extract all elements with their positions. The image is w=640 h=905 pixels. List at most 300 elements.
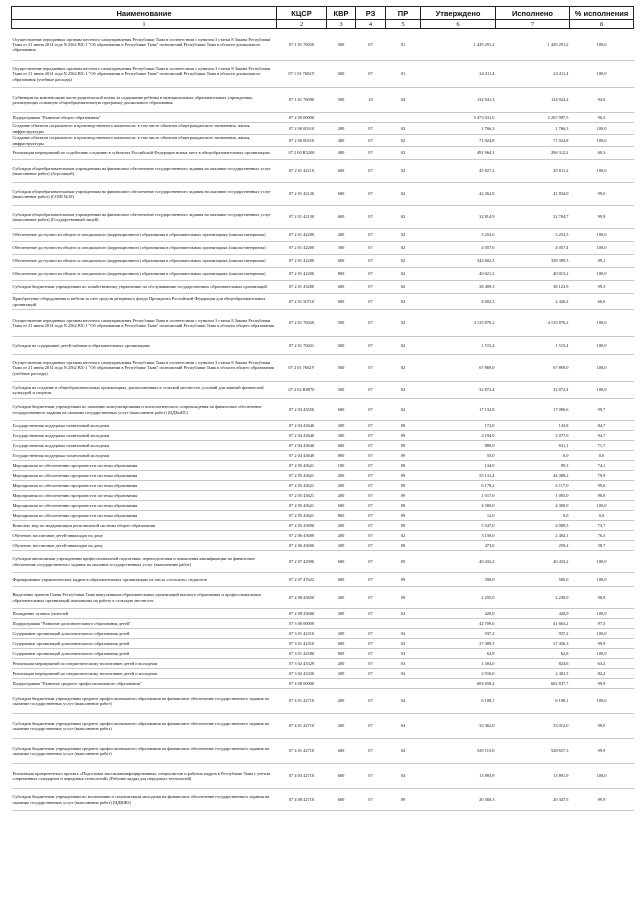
row-executed: 0,0 bbox=[563, 452, 569, 458]
row-executed: 37 436,3 bbox=[553, 640, 569, 646]
row-kcsr: 07 2 05 43690 bbox=[288, 522, 315, 528]
row-approved: 38 409,3 bbox=[479, 284, 495, 290]
row-approved: 40 021,2 bbox=[479, 271, 495, 277]
row-percent: 60,3 bbox=[597, 150, 606, 156]
table-row bbox=[12, 789, 634, 811]
row-pr: 02 bbox=[400, 342, 406, 348]
row-rz: 07 bbox=[368, 387, 373, 393]
row-percent: 100,0 bbox=[596, 271, 607, 277]
row-kcsr: 07 2 08 43650 bbox=[288, 594, 315, 600]
row-approved: 4 057,6 bbox=[481, 245, 495, 251]
row-approved: 24 411,4 bbox=[479, 71, 495, 77]
row-executed: 5 267 997,5 bbox=[547, 114, 569, 120]
budget-table bbox=[11, 6, 634, 811]
row-rz: 07 bbox=[368, 698, 373, 704]
row-kvr: 300 bbox=[337, 610, 345, 616]
row-name: Приобретение оборудования и мебели за счет средств резервного фонда Президента Российской Федерации для общеобразовательных организаций bbox=[12, 296, 266, 307]
header-pr: ПР bbox=[386, 7, 421, 20]
row-pr: 03 bbox=[400, 650, 406, 656]
table-row bbox=[12, 764, 634, 789]
row-kcsr: 07 2 04 43640 bbox=[288, 442, 315, 448]
row-executed: 1 766,3 bbox=[555, 125, 569, 131]
row-approved: 6 178,2 bbox=[481, 482, 495, 488]
row-percent: 100,0 bbox=[596, 71, 607, 77]
row-percent: 100,0 bbox=[596, 630, 607, 636]
row-name: Мероприятия по обеспечению прозрачности системы образования bbox=[12, 462, 138, 468]
row-percent: 100,0 bbox=[596, 387, 607, 393]
row-rz: 07 bbox=[368, 512, 373, 518]
row-kcsr: 07 2 01 43200 bbox=[288, 284, 315, 290]
row-pr: 09 bbox=[400, 472, 406, 478]
table-row bbox=[12, 160, 634, 183]
row-executed: 13 891,9 bbox=[553, 773, 569, 779]
row-executed: 4 057,4 bbox=[555, 245, 569, 251]
header-name: Наименование bbox=[12, 7, 277, 20]
row-percent: 99,0 bbox=[597, 191, 606, 197]
row-percent: 100,0 bbox=[596, 168, 607, 174]
table-row bbox=[12, 268, 634, 281]
row-name: Комплекс мер по модернизации региональной системы общего образования bbox=[12, 522, 155, 528]
row-executed: 937,2 bbox=[558, 630, 569, 636]
row-rz: 07 bbox=[368, 576, 373, 582]
row-executed: 17 086,6 bbox=[553, 406, 569, 412]
row-kcsr: 07 4 01 42710 bbox=[288, 748, 315, 754]
row-name: Государственная поддержка талантливой молодежи bbox=[12, 442, 110, 448]
row-approved: 1 766,3 bbox=[481, 125, 495, 131]
row-approved: 5 547,0 bbox=[481, 522, 495, 528]
row-executed: 2 402,3 bbox=[555, 670, 569, 676]
table-row bbox=[12, 281, 634, 294]
row-executed: 143,8 bbox=[558, 422, 569, 428]
row-rz: 07 bbox=[368, 284, 373, 290]
row-pr: 04 bbox=[400, 748, 406, 754]
row-rz: 07 bbox=[368, 542, 373, 548]
row-kcsr: 07 2 00 R5200 bbox=[288, 150, 315, 156]
column-number: 6 bbox=[421, 20, 496, 29]
row-approved: 2 255,0 bbox=[481, 594, 495, 600]
row-kvr: 200 bbox=[337, 630, 345, 636]
table-row bbox=[12, 629, 634, 639]
row-rz: 07 bbox=[368, 71, 373, 77]
row-executed: 38 123,9 bbox=[553, 284, 569, 290]
row-approved: 342 602,3 bbox=[476, 258, 495, 264]
table-row bbox=[12, 541, 634, 551]
row-pr: 04 bbox=[400, 97, 406, 103]
row-pr: 02 bbox=[400, 365, 406, 371]
row-pr bbox=[386, 619, 421, 629]
row-rz: 07 bbox=[368, 594, 373, 600]
table-row bbox=[12, 471, 634, 481]
row-name: Поощрение лучших учителей bbox=[12, 610, 69, 616]
row-approved: 132 941,3 bbox=[476, 97, 495, 103]
table-row bbox=[12, 609, 634, 619]
row-name: Реализация мероприятий по содействию созданию в субъектах Российской Федерации новых мест в общеобразовательных организациях bbox=[12, 150, 270, 156]
table-row bbox=[12, 61, 634, 88]
row-executed: 62,8 bbox=[560, 650, 569, 656]
header-kcsr: КЦСР bbox=[277, 7, 327, 20]
row-approved: 529 115,0 bbox=[477, 748, 495, 754]
table-row bbox=[12, 551, 634, 573]
row-percent: 100,0 bbox=[596, 320, 607, 326]
row-executed: 40 433,2 bbox=[553, 558, 569, 564]
row-percent: 100,0 bbox=[596, 576, 607, 582]
row-kcsr: 07 2 01 76021 bbox=[288, 342, 315, 348]
column-number: 3 bbox=[327, 20, 356, 29]
table-row bbox=[12, 183, 634, 206]
table-row bbox=[12, 441, 634, 451]
row-executed: 33 012,0 bbox=[553, 723, 569, 729]
row-kvr: 500 bbox=[337, 320, 345, 326]
row-name: Субсидии общеобразовательным учреждениям на финансовое обеспечение государственного задания на оказание государственных услуг (выполнение работ) (Агролицей) bbox=[12, 165, 271, 176]
row-name: Субсидии бюджетным учреждениям среднего профессионального образования на финансовое обеспечение государственного задания на оказание государственных услуг (выполнение работ) bbox=[12, 745, 269, 756]
row-kvr: 600 bbox=[337, 773, 345, 779]
row-executed: 2 230,0 bbox=[555, 594, 569, 600]
table-row bbox=[12, 461, 634, 471]
row-kvr bbox=[327, 679, 356, 689]
row-kvr: 800 bbox=[337, 650, 345, 656]
row-approved: 55 131,4 bbox=[479, 472, 495, 478]
row-kvr: 500 bbox=[337, 41, 345, 47]
row-percent: 100,0 bbox=[596, 245, 607, 251]
row-percent: 71,7 bbox=[597, 442, 606, 448]
row-name: Субсидии бюджетным учреждениям по оказанию консультирования и психологического сопровождения на финансовое обеспечение государственного задания на оказание государственных услуг (выполнение работ) (ЦДКиПС) bbox=[12, 404, 262, 415]
row-approved: 42 262,0 bbox=[479, 191, 495, 197]
row-kcsr: 07 3 01 42310 bbox=[288, 630, 315, 636]
row-name: Субсидии на содержание детей-чабанов в образовательных организациях bbox=[12, 342, 151, 348]
row-kvr: 200 bbox=[337, 522, 345, 528]
table-row bbox=[12, 229, 634, 242]
row-executed: 4 300,0 bbox=[555, 502, 569, 508]
row-kcsr: 07 4 08 42710 bbox=[288, 796, 315, 802]
row-percent: 60,6 bbox=[597, 298, 606, 304]
row-percent: 100,0 bbox=[596, 125, 607, 131]
row-kcsr: 07 2 03 43550 bbox=[288, 406, 315, 412]
row-kcsr: 07 2 07 42900 bbox=[288, 558, 315, 564]
row-approved: 603 658,4 bbox=[476, 680, 495, 686]
row-pr: 04 bbox=[400, 698, 406, 704]
row-percent: 94,7 bbox=[597, 432, 606, 438]
row-rz: 07 bbox=[368, 670, 373, 676]
row-pr: 02 bbox=[400, 245, 406, 251]
row-rz: 07 bbox=[368, 502, 373, 508]
row-name: Субсидии бюджетным учреждениям по воспитанию и социализации молодежи на финансовое обеспечение государственного задания на оказание государственных услуг (выполнение работ) (ЦДЮЮ) bbox=[12, 794, 270, 805]
table-row bbox=[12, 619, 634, 629]
row-executed: 2 077,0 bbox=[555, 432, 569, 438]
row-rz: 07 bbox=[368, 258, 373, 264]
row-kvr: 600 bbox=[337, 168, 345, 174]
row-kcsr: 07 2 05 43621 bbox=[288, 512, 315, 518]
row-rz: 07 bbox=[368, 191, 373, 197]
row-pr: 09 bbox=[400, 442, 406, 448]
row-rz: 07 bbox=[368, 610, 373, 616]
row-approved: 20 360,3 bbox=[479, 796, 495, 802]
row-approved: 40 433,2 bbox=[479, 558, 495, 564]
row-rz: 07 bbox=[368, 365, 373, 371]
row-pr: 03 bbox=[400, 640, 406, 646]
row-executed: 0,0 bbox=[563, 512, 569, 518]
row-approved: 880,0 bbox=[484, 442, 495, 448]
row-kvr: 300 bbox=[337, 723, 345, 729]
row-approved: 491 964,3 bbox=[476, 150, 495, 156]
row-rz: 07 bbox=[368, 41, 373, 47]
row-name: Субсидии общеобразовательным учреждениям на финансовое обеспечение государственного задания на оказание государственных услуг (выполнение работ) (Государственный лицей) bbox=[12, 211, 271, 222]
row-percent: 73,7 bbox=[597, 522, 606, 528]
row-approved: 33 362,0 bbox=[479, 723, 495, 729]
row-name: Мероприятия по обеспечению прозрачности системы образования bbox=[12, 512, 138, 518]
row-kvr: 600 bbox=[337, 214, 345, 220]
row-approved: 1 304,0 bbox=[481, 660, 495, 666]
row-name: Выделение грантов Главы Республики Тыва выпускникам образовательных организаций высшего образования и профессиональных образовательных организаций, выехавших на работу в сельскую местность bbox=[12, 592, 262, 603]
row-kvr: 100 bbox=[337, 462, 345, 468]
row-approved: 17 132,8 bbox=[479, 406, 495, 412]
row-name: Обеспечение доступности общего и специального (коррекционного) образования в образовательных организациях (школы-интернаты) bbox=[12, 232, 266, 238]
row-pr: 09 bbox=[400, 422, 406, 428]
row-kvr: 200 bbox=[337, 125, 345, 131]
row-rz: 07 bbox=[368, 482, 373, 488]
row-executed: 602 837,7 bbox=[550, 680, 569, 686]
row-name: Содержание организаций дополнительного образования детей bbox=[12, 650, 130, 656]
row-percent: 74,1 bbox=[597, 462, 606, 468]
row-percent: 100,0 bbox=[596, 650, 607, 656]
row-percent: 0,0 bbox=[598, 512, 605, 518]
row-kcsr: 07 2 07 47622 bbox=[288, 576, 315, 582]
row-percent: 98,9 bbox=[597, 594, 606, 600]
row-approved: 1 017,0 bbox=[481, 492, 495, 498]
row-kvr: 200 bbox=[337, 232, 345, 238]
row-kcsr: 07 1 01 76090 bbox=[288, 97, 315, 103]
row-kcsr: 07 2 02 R0970 bbox=[288, 387, 315, 393]
row-pr: 09 bbox=[400, 452, 406, 458]
row-name: Субвенции на компенсацию части родительской платы за содержание ребенка в муниципальных образовательных учреждениях, реализующих основную общеобразовательную программу дошкольного образования bbox=[12, 94, 254, 105]
row-approved: 4 300,0 bbox=[481, 502, 495, 508]
row-executed: 41 834,0 bbox=[553, 191, 569, 197]
row-rz bbox=[356, 113, 386, 123]
row-approved: 6 108,1 bbox=[481, 698, 495, 704]
row-approved: 71 024,8 bbox=[479, 137, 495, 143]
row-name: Осуществление переданных органам местного самоуправления Республики Тыва в соответствии с пунктом 3 статьи 8 Закона Республики Тыва от 21 июня 2014 года N 2562 ВХ-1 "Об образовании в Республике Тыва" полномочий Республики Тыва в области общего образования (учебные расходы) bbox=[12, 360, 274, 376]
column-number-row bbox=[12, 20, 634, 29]
row-pr: 02 bbox=[400, 214, 406, 220]
row-rz: 07 bbox=[368, 796, 373, 802]
row-kcsr: 07 4 01 42710 bbox=[288, 698, 315, 704]
row-name: Мероприятия по обеспечению прозрачности системы образования bbox=[12, 482, 138, 488]
row-kvr: 600 bbox=[337, 576, 345, 582]
row-kcsr: 07 4 03 42710 bbox=[288, 773, 315, 779]
row-percent: 100,0 bbox=[596, 342, 607, 348]
row-executed: 528 657,3 bbox=[550, 748, 569, 754]
row-kvr: 200 bbox=[337, 698, 345, 704]
row-name: Формирование управленческих кадров в образовательных организациях из числа «сельских» педагогов bbox=[12, 576, 207, 582]
row-name: Государственная поддержка талантливой молодежи bbox=[12, 432, 110, 438]
row-executed: 6 108,1 bbox=[555, 698, 569, 704]
row-approved: 67 869,0 bbox=[479, 365, 495, 371]
row-name: Субсидии бюджетным учреждениям по хозяйственному управлению по обслуживанию государственных образовательных организаций bbox=[12, 284, 267, 290]
row-rz: 07 bbox=[368, 522, 373, 528]
table-row bbox=[12, 242, 634, 255]
row-kcsr: 07 2 05 43621 bbox=[288, 472, 315, 478]
row-kvr: 600 bbox=[337, 191, 345, 197]
row-pr: 01 bbox=[400, 41, 406, 47]
row-pr: 09 bbox=[400, 522, 406, 528]
row-name: Субсидии общеобразовательным учреждениям на финансовое обеспечение государственного задания на оказание государственных услуг (выполнение работ) (СОШ №10) bbox=[12, 188, 271, 199]
row-kcsr: 07 2 05 43621 bbox=[288, 462, 315, 468]
row-kvr: 200 bbox=[337, 422, 345, 428]
row-kvr: 500 bbox=[337, 365, 345, 371]
row-rz: 07 bbox=[368, 432, 373, 438]
row-approved: 42 709,6 bbox=[479, 620, 495, 626]
row-pr: 05 bbox=[400, 558, 406, 564]
row-name: Реализация мероприятий по патриотическому воспитанию детей и молодежи bbox=[12, 660, 158, 666]
row-executed: 1 429 291,2 bbox=[547, 41, 569, 47]
row-pr: 03 bbox=[400, 670, 406, 676]
row-percent: 100,0 bbox=[596, 502, 607, 508]
row-pr: 02 bbox=[400, 191, 406, 197]
row-pr: 02 bbox=[400, 387, 406, 393]
row-kcsr: 07 1 01 7602У bbox=[288, 71, 315, 77]
row-rz: 07 bbox=[368, 214, 373, 220]
row-name: Содержание организаций дополнительного образования детей bbox=[12, 630, 130, 636]
row-approved: 32 872,4 bbox=[479, 387, 495, 393]
row-name: Реализация мероприятий по патриотическому воспитанию детей и молодежи bbox=[12, 670, 158, 676]
row-pr: 02 bbox=[400, 610, 406, 616]
row-kvr: 300 bbox=[337, 245, 345, 251]
row-name: Реализация приоритетного проекта «Подготовка высококвалифицированных специалистов и рабочих кадров в Республике Тыва с учетом современных стандартов и передовых технологий» (Рабочие кадры для передовых технологий) bbox=[12, 770, 271, 781]
row-percent: 100,0 bbox=[596, 232, 607, 238]
row-name: Мероприятия по обеспечению прозрачности системы образования bbox=[12, 502, 138, 508]
table-row bbox=[12, 255, 634, 268]
row-name: Подпрограмма "Развитие среднего профессионального образования" bbox=[12, 680, 142, 686]
row-kcsr: 07 2 06 43600 bbox=[288, 532, 315, 538]
row-rz: 07 bbox=[368, 150, 373, 156]
row-executed: 32 784,7 bbox=[553, 214, 569, 220]
row-pr: 04 bbox=[400, 723, 406, 729]
row-name: Государственная поддержка талантливой молодежи bbox=[12, 422, 110, 428]
row-percent: 58,7 bbox=[597, 542, 606, 548]
row-pr: 09 bbox=[400, 542, 406, 548]
row-percent: 96,3 bbox=[597, 114, 606, 120]
row-approved: 500,0 bbox=[484, 576, 495, 582]
row-name: Обучение, воспитание детей-инвалидов на дому bbox=[12, 542, 104, 548]
row-rz: 07 bbox=[368, 773, 373, 779]
row-rz: 07 bbox=[368, 406, 373, 412]
row-name: Осуществление переданных органам местного самоуправления Республики Тыва в соответствии с пунктом 3 статьи 8 Закона Республики Тыва от 21 июня 2014 года N 2562 ВХ-1 "Об образовании в Республике Тыва" полномочий Республики Тыва в области дошкольного образования (учебные расходы) bbox=[12, 66, 271, 82]
row-kcsr: 07 2 01 42200 bbox=[288, 258, 315, 264]
row-kvr: 200 bbox=[337, 660, 345, 666]
row-percent: 94,0 bbox=[597, 97, 606, 103]
row-name: Осуществление переданных органам местного самоуправления Республики Тыва в соответствии с пунктом 3 статьи 8 Закона Республики Тыва от 21 июня 2014 года N 2562 ВХ-1 "Об образовании в Республике Тыва" полномочий Республики Тыва в области дошкольного образования bbox=[12, 36, 271, 53]
row-approved: 2 916,0 bbox=[481, 670, 495, 676]
row-kcsr: 07 4 01 42710 bbox=[288, 723, 315, 729]
row-approved: 3 253,6 bbox=[481, 232, 495, 238]
row-pr: 02 bbox=[400, 406, 406, 412]
row-kcsr: 07 2 04 43640 bbox=[288, 452, 315, 458]
column-number: 1 bbox=[12, 20, 277, 29]
table-row bbox=[12, 669, 634, 679]
report-page bbox=[11, 0, 633, 811]
row-pr: 02 bbox=[400, 284, 406, 290]
row-percent: 99,1 bbox=[597, 258, 606, 264]
row-executed: 2 404,1 bbox=[555, 532, 569, 538]
row-kcsr: 07 2 01 42200 bbox=[288, 232, 315, 238]
row-percent: 99,9 bbox=[597, 680, 606, 686]
row-pr: 09 bbox=[400, 796, 406, 802]
row-kcsr: 07 3 01 42310 bbox=[288, 640, 315, 646]
row-name: Подпрограмма "Развитие общего образования" bbox=[12, 114, 101, 120]
row-approved: 12,0 bbox=[486, 512, 495, 518]
row-kvr: 200 bbox=[337, 482, 345, 488]
header-percent: % исполнения bbox=[570, 7, 634, 20]
row-name: Подпрограмма "Развитие дополнительного образования детей" bbox=[12, 620, 131, 626]
table-row bbox=[12, 88, 634, 113]
row-kvr: 500 bbox=[337, 387, 345, 393]
row-kcsr: 07 2 00 00310 bbox=[288, 137, 315, 143]
row-executed: 500,0 bbox=[558, 576, 569, 582]
column-number: 4 bbox=[356, 20, 386, 29]
row-rz: 07 bbox=[368, 125, 373, 131]
column-number: 7 bbox=[496, 20, 570, 29]
column-number: 5 bbox=[386, 20, 421, 29]
row-rz: 07 bbox=[368, 137, 373, 143]
row-kvr: 400 bbox=[337, 137, 345, 143]
row-name: Создание объектов социального и производственного комплексов, в том числе объектов общегражданского назначения, жилья, инфраструктуры bbox=[12, 123, 251, 134]
row-kvr: 600 bbox=[337, 558, 345, 564]
row-rz: 07 bbox=[368, 558, 373, 564]
row-kvr: 200 bbox=[337, 492, 345, 498]
header-row bbox=[12, 7, 634, 20]
row-percent: 99,7 bbox=[597, 406, 606, 412]
row-executed: 339 399,3 bbox=[550, 258, 569, 264]
row-name: Обучение, воспитание детей-инвалидов на дому bbox=[12, 532, 104, 538]
row-pr: 02 bbox=[400, 125, 406, 131]
row-rz: 07 bbox=[368, 320, 373, 326]
row-pr: 09 bbox=[400, 492, 406, 498]
row-rz: 07 bbox=[368, 232, 373, 238]
row-approved: 37 489,5 bbox=[479, 640, 495, 646]
row-percent: 100,0 bbox=[596, 698, 607, 704]
row-pr: 09 bbox=[400, 502, 406, 508]
row-kvr: 600 bbox=[337, 442, 345, 448]
row-pr: 09 bbox=[400, 594, 406, 600]
row-kvr: 300 bbox=[337, 594, 345, 600]
row-rz: 07 bbox=[368, 245, 373, 251]
table-row bbox=[12, 382, 634, 399]
row-kvr: 200 bbox=[337, 532, 345, 538]
table-body bbox=[12, 29, 634, 811]
row-kvr: 200 bbox=[337, 670, 345, 676]
row-kvr: 600 bbox=[337, 406, 345, 412]
row-executed: 45 811,2 bbox=[553, 168, 569, 174]
row-approved: 1 429 291,2 bbox=[473, 41, 495, 47]
row-executed: 40 015,2 bbox=[553, 271, 569, 277]
row-kvr: 200 bbox=[337, 472, 345, 478]
row-approved: 62,8 bbox=[486, 650, 495, 656]
row-kcsr: 07 2 01 50710 bbox=[288, 298, 315, 304]
row-percent: 100,0 bbox=[596, 365, 607, 371]
table-row bbox=[12, 659, 634, 669]
table-row bbox=[12, 511, 634, 521]
row-executed: 259,2 bbox=[558, 542, 569, 548]
row-rz: 07 bbox=[368, 660, 373, 666]
row-rz bbox=[356, 619, 386, 629]
row-percent: 100,0 bbox=[596, 610, 607, 616]
row-executed: 44 388,2 bbox=[553, 472, 569, 478]
row-rz: 07 bbox=[368, 442, 373, 448]
row-executed: 1 515,4 bbox=[555, 342, 569, 348]
row-kcsr: 07 3 02 43330 bbox=[288, 670, 315, 676]
row-percent: 99,9 bbox=[597, 214, 606, 220]
table-row bbox=[12, 147, 634, 160]
row-percent: 100,0 bbox=[596, 41, 607, 47]
